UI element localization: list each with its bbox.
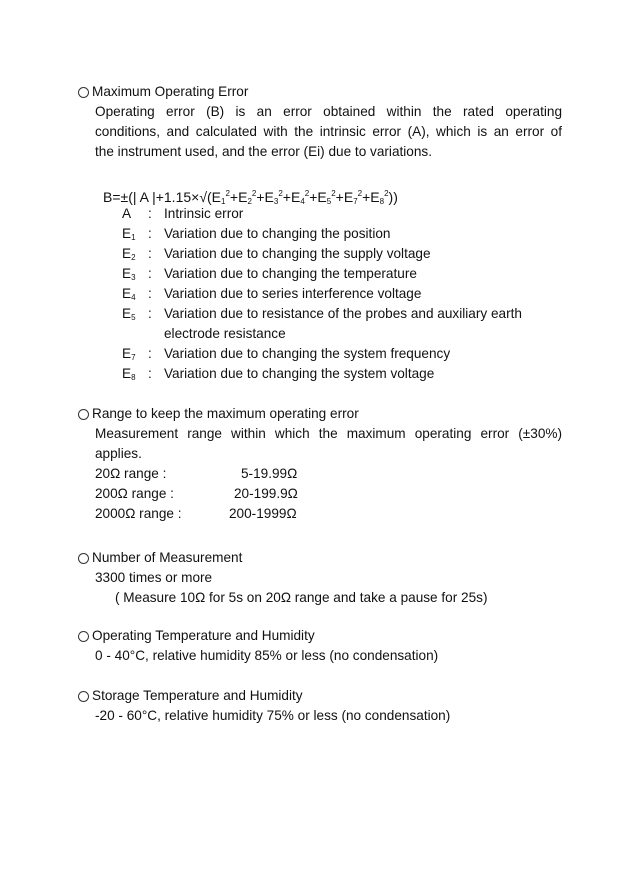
formula-term — [212, 189, 230, 205]
var-symbol — [122, 284, 148, 304]
formula-plus: + — [229, 189, 239, 205]
formula-lhs: B=±( — [103, 189, 133, 205]
formula-plus: + — [362, 189, 371, 205]
formula-plus: + — [282, 189, 291, 205]
section-heading — [78, 404, 578, 424]
paragraph-line: ( Measure 10Ω for 5s on 20Ω range and take a pause for 25s) — [115, 590, 488, 605]
var-symbol — [122, 244, 148, 264]
range-label: 2000Ω range : — [95, 506, 182, 521]
section-heading — [78, 686, 578, 706]
term-sub: 3 — [273, 197, 279, 206]
var-symbol — [122, 264, 148, 284]
term-sup: 2 — [357, 189, 363, 198]
var-description: Variation due to changing the temperature — [164, 266, 417, 281]
range-value: 200-1999Ω — [229, 506, 297, 521]
var-letter: E — [122, 226, 132, 241]
term-symbol: E — [238, 189, 248, 205]
circle-bullet-icon — [78, 631, 89, 642]
range-value: 5-19.99Ω — [241, 466, 298, 481]
formula-coefficient: +1.15×√( — [155, 189, 212, 205]
term-sub: 5 — [326, 197, 332, 206]
var-colon: : — [148, 226, 152, 241]
heading-text: Range to keep the maximum operating error — [92, 406, 359, 421]
var-colon: : — [148, 206, 152, 221]
formula-plus: + — [256, 189, 265, 205]
term-sub: 1 — [221, 197, 226, 206]
var-description: Variation due to changing the system frequency — [164, 346, 451, 361]
section-operating-temperature — [78, 626, 578, 666]
section-max-operating-error — [78, 82, 578, 162]
var-symbol — [122, 224, 148, 244]
list-item — [122, 264, 562, 284]
term-symbol: E — [370, 189, 380, 205]
list-item — [122, 224, 562, 244]
paragraph-line: applies. — [95, 446, 142, 461]
var-colon: : — [148, 366, 152, 381]
term-sup: 2 — [384, 189, 389, 198]
var-description: Variation due to series interference voltage — [164, 286, 422, 301]
formula-abs-a: | A | — [132, 189, 156, 205]
formula-plus: + — [335, 189, 344, 205]
circle-bullet-icon — [78, 409, 89, 420]
var-description: Variation due to changing the supply voltage — [164, 246, 431, 261]
range-value: 20-199.9Ω — [234, 486, 298, 501]
var-symbol — [122, 344, 148, 364]
var-sub: 7 — [131, 353, 136, 362]
list-item — [122, 324, 562, 344]
var-sub: 1 — [131, 233, 136, 242]
formula-close: )) — [388, 189, 398, 205]
term-sub: 7 — [353, 197, 358, 206]
var-colon: : — [148, 346, 152, 361]
term-symbol: E — [317, 189, 327, 205]
circle-bullet-icon — [78, 87, 89, 98]
var-description: Intrinsic error — [164, 206, 244, 221]
term-symbol: E — [211, 189, 222, 205]
var-letter: E — [122, 266, 132, 281]
var-description: electrode resistance — [164, 326, 286, 341]
var-colon: : — [148, 266, 152, 281]
formula-plus: + — [309, 189, 318, 205]
heading-text: Maximum Operating Error — [92, 84, 249, 99]
var-description: Variation due to changing the system voltage — [164, 366, 435, 381]
paragraph-line: conditions, and calculated with the intrinsic error (A), which is an error of — [95, 124, 562, 139]
list-item — [122, 284, 562, 304]
var-sub: 2 — [131, 253, 136, 262]
term-sub: 4 — [300, 197, 305, 206]
section-heading — [78, 548, 578, 568]
paragraph-line: Measurement range within which the maximum operating error (±30%) — [95, 426, 562, 441]
var-symbol — [122, 204, 148, 224]
paragraph-line: -20 - 60°C, relative humidity 75% or less (no condensation) — [95, 708, 451, 723]
variable-list — [122, 204, 562, 384]
var-sub: 8 — [131, 373, 136, 382]
list-item — [122, 344, 562, 364]
term-symbol: E — [343, 189, 354, 205]
section-number-of-measurement — [78, 548, 578, 608]
range-label: 20Ω range : — [95, 466, 167, 481]
var-letter: E — [122, 246, 132, 261]
range-row — [95, 464, 562, 484]
var-letter: E — [122, 366, 132, 381]
var-sub: 3 — [131, 273, 136, 282]
circle-bullet-icon — [78, 691, 89, 702]
term-sub: 2 — [247, 197, 252, 206]
section-heading — [78, 82, 578, 102]
var-colon: : — [148, 246, 152, 261]
var-letter: E — [122, 306, 132, 321]
list-item — [122, 244, 562, 264]
range-label: 200Ω range : — [95, 486, 174, 501]
heading-text: Operating Temperature and Humidity — [92, 628, 315, 643]
formula-term — [265, 189, 283, 205]
var-description: Variation due to resistance of the probes and auxiliary earth — [164, 306, 522, 321]
heading-text: Storage Temperature and Humidity — [92, 688, 303, 703]
paragraph-line: Operating error (B) is an error obtained within the rated operating — [95, 104, 562, 119]
paragraph-line: the instrument used, and the error (Ei) due to variations. — [95, 144, 432, 159]
var-symbol — [122, 304, 148, 324]
range-row — [95, 484, 562, 504]
heading-text: Number of Measurement — [92, 550, 243, 565]
var-colon: : — [148, 286, 152, 301]
term-sup: 2 — [304, 189, 310, 198]
list-item — [122, 364, 562, 384]
section-heading — [78, 626, 578, 646]
term-sup: 2 — [251, 189, 257, 198]
formula-term — [344, 189, 362, 205]
var-letter: E — [122, 286, 132, 301]
list-item — [122, 304, 562, 324]
paragraph-line: 3300 times or more — [95, 570, 213, 585]
paragraph-line: 0 - 40°C, relative humidity 85% or less (no condensation) — [95, 648, 439, 663]
term-sup: 2 — [278, 189, 283, 198]
term-sup: 2 — [331, 189, 336, 198]
circle-bullet-icon — [78, 553, 89, 564]
term-sub: 8 — [379, 197, 385, 206]
term-sup: 2 — [225, 189, 230, 198]
var-symbol — [122, 364, 148, 384]
formula-term — [291, 189, 309, 205]
var-colon: : — [148, 306, 152, 321]
var-sub: 5 — [131, 313, 136, 322]
section-range-to-keep — [78, 404, 578, 524]
formula-term — [317, 189, 335, 205]
var-description: Variation due to changing the position — [164, 226, 391, 241]
var-colon — [148, 324, 164, 344]
var-symbol — [122, 324, 148, 344]
range-row — [95, 504, 562, 524]
section-storage-temperature — [78, 686, 578, 726]
list-item — [122, 204, 562, 224]
formula-term — [238, 189, 256, 205]
var-letter: A — [122, 206, 132, 221]
term-symbol: E — [290, 189, 301, 205]
var-letter: E — [122, 346, 132, 361]
term-symbol: E — [264, 189, 274, 205]
var-sub: 4 — [131, 293, 136, 302]
error-formula — [103, 184, 398, 204]
formula-term — [370, 189, 388, 205]
